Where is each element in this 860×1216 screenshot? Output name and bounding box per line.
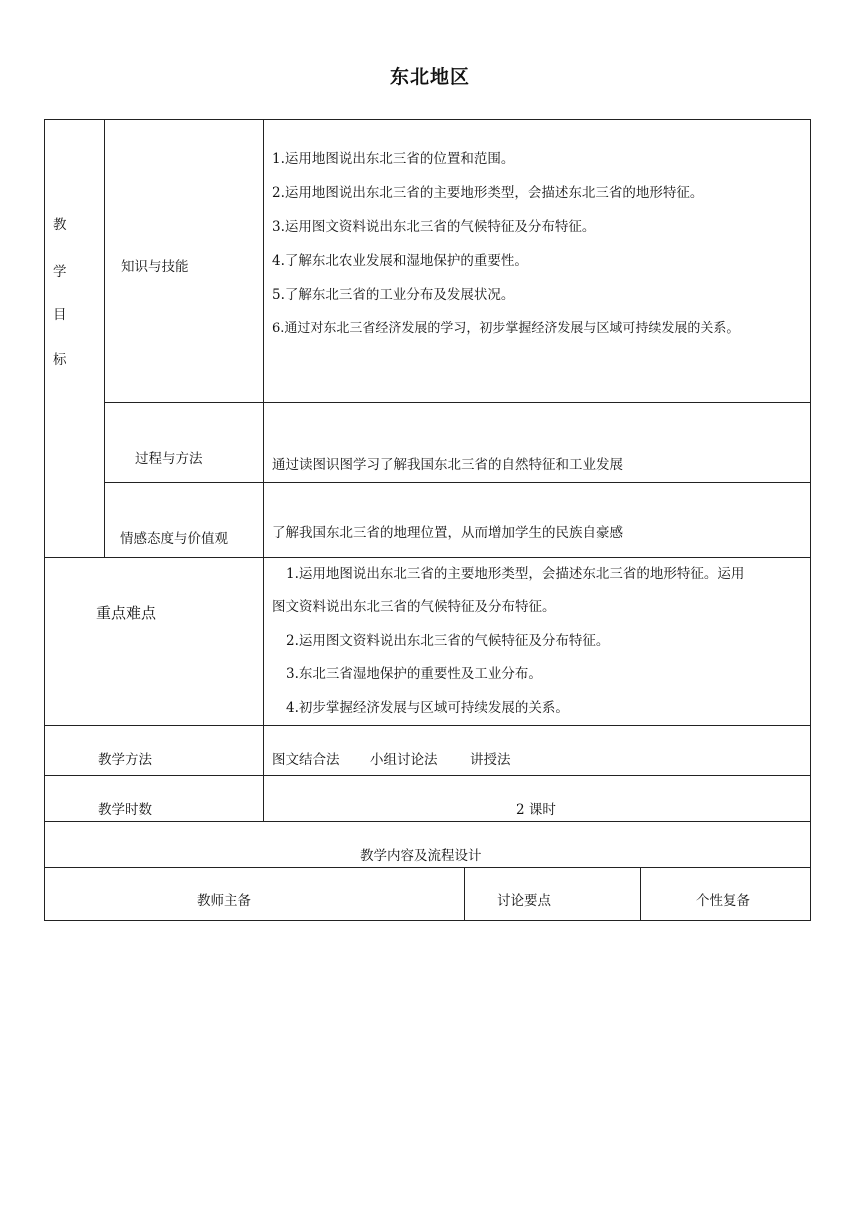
teaching-method-item: 讲授法 — [470, 752, 511, 768]
teaching-method-item: 小组讨论法 — [370, 752, 438, 768]
teaching-hours-label: 教学时数 — [98, 802, 152, 818]
objectives-label-char: 教 — [53, 217, 67, 233]
teaching-methods-label: 教学方法 — [98, 752, 152, 768]
row-divider — [44, 867, 811, 868]
key-points-label: 重点难点 — [96, 604, 157, 622]
table-border-right — [810, 119, 811, 921]
objective-item: 3.运用图文资料说出东北三省的气候特征及分布特征。 — [272, 219, 596, 235]
objective-item: 2.运用地图说出东北三省的主要地形类型，会描述东北三省的地形特征。 — [272, 185, 704, 201]
column-teacher-prep: 教师主备 — [197, 893, 251, 909]
emotion-values-label: 情感态度与价值观 — [120, 531, 228, 547]
column-divider — [104, 119, 105, 557]
knowledge-skills-label: 知识与技能 — [121, 259, 189, 275]
column-divider — [640, 867, 641, 920]
objective-item: 6.通过对东北三省经济发展的学习，初步掌握经济发展与区域可持续发展的关系。 — [272, 321, 740, 336]
objective-item: 1.运用地图说出东北三省的位置和范围。 — [272, 151, 515, 167]
row-divider — [44, 775, 811, 776]
key-point-line: 2.运用图文资料说出东北三省的气候特征及分布特征。 — [286, 633, 610, 649]
column-divider — [263, 119, 264, 821]
teaching-hours-value: 2 课时 — [516, 802, 556, 818]
design-header: 教学内容及流程设计 — [360, 848, 482, 864]
objectives-label-char: 标 — [53, 352, 67, 368]
row-divider — [44, 557, 811, 558]
row-divider — [104, 482, 811, 483]
key-point-line: 1.运用地图说出东北三省的主要地形类型，会描述东北三省的地形特征。运用 — [286, 566, 745, 582]
table-border-left — [44, 119, 45, 921]
objectives-label-char: 目 — [53, 307, 67, 323]
column-individual-prep: 个性复备 — [696, 893, 750, 909]
key-point-line: 4.初步掌握经济发展与区域可持续发展的关系。 — [286, 700, 569, 716]
objective-item: 5.了解东北三省的工业分布及发展状况。 — [272, 287, 515, 303]
key-point-line: 3.东北三省湿地保护的重要性及工业分布。 — [286, 666, 542, 682]
column-discussion-points: 讨论要点 — [497, 893, 551, 909]
objectives-label-char: 学 — [53, 264, 67, 280]
process-method-content: 通过读图识图学习了解我国东北三省的自然特征和工业发展 — [272, 457, 623, 473]
column-divider — [464, 867, 465, 920]
row-divider — [104, 402, 811, 403]
emotion-values-content: 了解我国东北三省的地理位置，从而增加学生的民族自豪感 — [272, 525, 623, 541]
page-title: 东北地区 — [389, 66, 470, 88]
process-method-label: 过程与方法 — [135, 451, 203, 467]
table-border-bottom — [44, 920, 811, 921]
row-divider — [44, 725, 811, 726]
key-point-line: 图文资料说出东北三省的气候特征及分布特征。 — [272, 599, 556, 615]
objective-item: 4.了解东北农业发展和湿地保护的重要性。 — [272, 253, 528, 269]
row-divider — [44, 821, 811, 822]
table-border-top — [44, 119, 811, 120]
teaching-method-item: 图文结合法 — [272, 752, 340, 768]
